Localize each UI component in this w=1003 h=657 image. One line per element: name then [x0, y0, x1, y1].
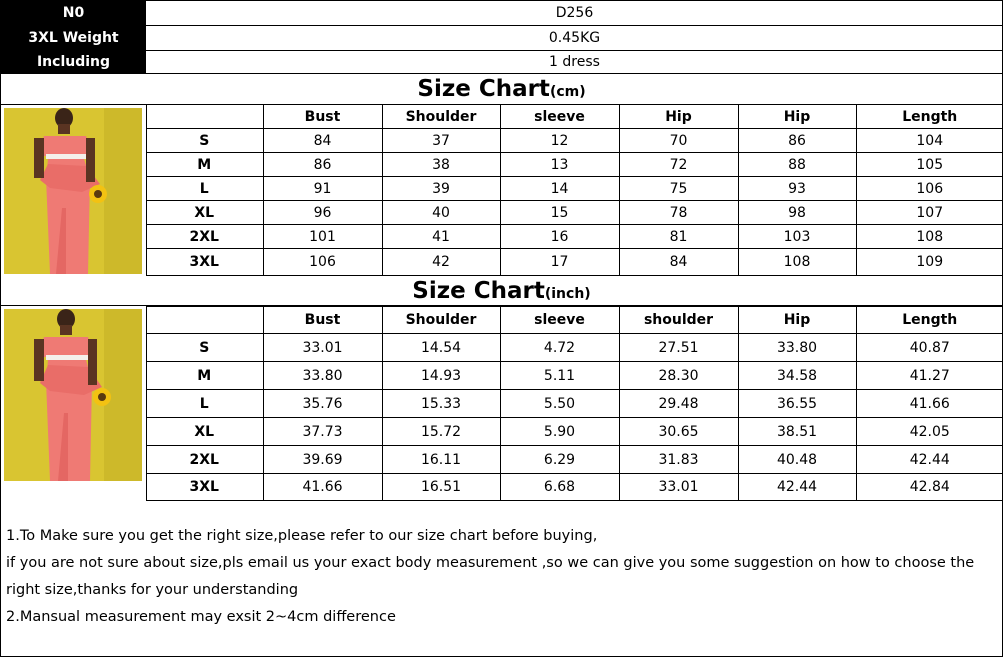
inch-header-size-cell	[146, 307, 263, 334]
cell: 5.11	[500, 362, 619, 390]
size-label: L	[146, 390, 263, 418]
table-row	[146, 446, 1003, 474]
table-row	[146, 334, 1003, 362]
cell: 108	[738, 249, 856, 276]
size-label: M	[146, 362, 263, 390]
cell: 15.33	[382, 390, 500, 418]
size-label: S	[146, 129, 263, 153]
cell: 78	[619, 201, 738, 225]
table-row	[146, 474, 1003, 501]
weight-label: 3XL Weight	[1, 26, 146, 50]
cm-header-hip-2: Hip	[738, 105, 856, 129]
inch-chart-title-text: Size Chart	[412, 278, 545, 304]
cell: 33.80	[263, 362, 382, 390]
cell: 96	[263, 201, 382, 225]
size-label: XL	[146, 201, 263, 225]
cell: 14.93	[382, 362, 500, 390]
cell: 38.51	[738, 418, 856, 446]
cell: 37	[382, 129, 500, 153]
product-photo-inch	[1, 306, 147, 500]
cell: 40	[382, 201, 500, 225]
cell: 109	[856, 249, 1003, 276]
cell: 29.48	[619, 390, 738, 418]
cell: 41	[382, 225, 500, 249]
cm-header-shoulder: Shoulder	[382, 105, 500, 129]
cell: 108	[856, 225, 1003, 249]
cell: 14.54	[382, 334, 500, 362]
cm-size-table	[146, 104, 1003, 276]
cell: 27.51	[619, 334, 738, 362]
note-line: 1.To Make sure you get the right size,please refer to our size chart before buying,	[6, 528, 598, 544]
table-row	[146, 362, 1003, 390]
cell: 42.44	[856, 446, 1003, 474]
cell: 28.30	[619, 362, 738, 390]
weight-row	[1, 26, 1002, 51]
cell: 104	[856, 129, 1003, 153]
dress-photo-inch	[4, 309, 142, 481]
cell: 33.01	[263, 334, 382, 362]
size-label: M	[146, 153, 263, 177]
cell: 14	[500, 177, 619, 201]
cm-header-hip: Hip	[619, 105, 738, 129]
weight-value: 0.45KG	[548, 30, 601, 46]
cell: 16.11	[382, 446, 500, 474]
cell: 42.44	[738, 474, 856, 501]
table-row	[146, 201, 1003, 225]
cm-header-size-cell	[146, 105, 263, 129]
cell: 39	[382, 177, 500, 201]
product-number-value: D256	[555, 5, 594, 21]
cell: 84	[619, 249, 738, 276]
inch-header-row	[146, 307, 1003, 334]
dress-photo-cm	[4, 108, 142, 274]
cell: 5.90	[500, 418, 619, 446]
size-notes	[6, 523, 996, 631]
cell: 84	[263, 129, 382, 153]
cell: 41.66	[263, 474, 382, 501]
product-number-row	[1, 1, 1002, 26]
inch-header-shoulder-2: shoulder	[619, 307, 738, 334]
cm-header-sleeve: sleeve	[500, 105, 619, 129]
cell: 35.76	[263, 390, 382, 418]
table-row	[146, 153, 1003, 177]
cell: 40.87	[856, 334, 1003, 362]
product-number-label: N0	[1, 1, 146, 25]
table-row	[146, 249, 1003, 276]
cell: 37.73	[263, 418, 382, 446]
note-line: 2.Mansual measurement may exsit 2~4cm difference	[6, 609, 396, 625]
note-line: if you are not sure about size,pls email us your exact body measurement ,so we can give you some suggestion on how to choose the right size,thanks for your understanding	[6, 555, 975, 598]
including-row	[1, 51, 1002, 74]
cm-chart-unit: (cm)	[549, 84, 586, 100]
cell: 30.65	[619, 418, 738, 446]
cell: 16	[500, 225, 619, 249]
size-label: XL	[146, 418, 263, 446]
cell: 75	[619, 177, 738, 201]
inch-header-sleeve: sleeve	[500, 307, 619, 334]
cm-header-row	[146, 105, 1003, 129]
cell: 42.05	[856, 418, 1003, 446]
cm-header-length: Length	[856, 105, 1003, 129]
cm-header-bust: Bust	[263, 105, 382, 129]
cell: 42	[382, 249, 500, 276]
cm-chart-title-text: Size Chart	[417, 76, 550, 102]
cell: 36.55	[738, 390, 856, 418]
size-label: 2XL	[146, 225, 263, 249]
cell: 17	[500, 249, 619, 276]
cell: 5.50	[500, 390, 619, 418]
cell: 88	[738, 153, 856, 177]
cell: 15.72	[382, 418, 500, 446]
cell: 86	[738, 129, 856, 153]
cell: 13	[500, 153, 619, 177]
cm-chart-title	[1, 74, 1002, 105]
size-label: S	[146, 334, 263, 362]
inch-chart-title	[1, 277, 1002, 306]
cell: 6.68	[500, 474, 619, 501]
cell: 6.29	[500, 446, 619, 474]
cell: 106	[263, 249, 382, 276]
cell: 40.48	[738, 446, 856, 474]
cell: 33.01	[619, 474, 738, 501]
inch-header-shoulder: Shoulder	[382, 307, 500, 334]
cell: 15	[500, 201, 619, 225]
cell: 72	[619, 153, 738, 177]
size-label: L	[146, 177, 263, 201]
cell: 107	[856, 201, 1003, 225]
inch-size-table	[146, 306, 1003, 501]
cell: 70	[619, 129, 738, 153]
table-row	[146, 418, 1003, 446]
size-label: 2XL	[146, 446, 263, 474]
inch-header-hip: Hip	[738, 307, 856, 334]
cell: 93	[738, 177, 856, 201]
cell: 81	[619, 225, 738, 249]
cell: 103	[738, 225, 856, 249]
table-row	[146, 225, 1003, 249]
cell: 34.58	[738, 362, 856, 390]
including-value: 1 dress	[549, 54, 600, 70]
cell: 91	[263, 177, 382, 201]
cell: 106	[856, 177, 1003, 201]
cell: 41.27	[856, 362, 1003, 390]
cell: 105	[856, 153, 1003, 177]
cell: 12	[500, 129, 619, 153]
table-row	[146, 390, 1003, 418]
including-label: Including	[1, 51, 146, 73]
cell: 33.80	[738, 334, 856, 362]
cell: 38	[382, 153, 500, 177]
cell: 31.83	[619, 446, 738, 474]
cell: 98	[738, 201, 856, 225]
cell: 39.69	[263, 446, 382, 474]
cell: 86	[263, 153, 382, 177]
size-label: 3XL	[146, 474, 263, 501]
cell: 101	[263, 225, 382, 249]
cell: 16.51	[382, 474, 500, 501]
cell: 41.66	[856, 390, 1003, 418]
size-label: 3XL	[146, 249, 263, 276]
inch-header-length: Length	[856, 307, 1003, 334]
table-row	[146, 129, 1003, 153]
inch-chart-unit: (inch)	[544, 286, 591, 302]
cell: 4.72	[500, 334, 619, 362]
product-photo-cm	[1, 105, 147, 276]
table-row	[146, 177, 1003, 201]
inch-header-bust: Bust	[263, 307, 382, 334]
cell: 42.84	[856, 474, 1003, 501]
